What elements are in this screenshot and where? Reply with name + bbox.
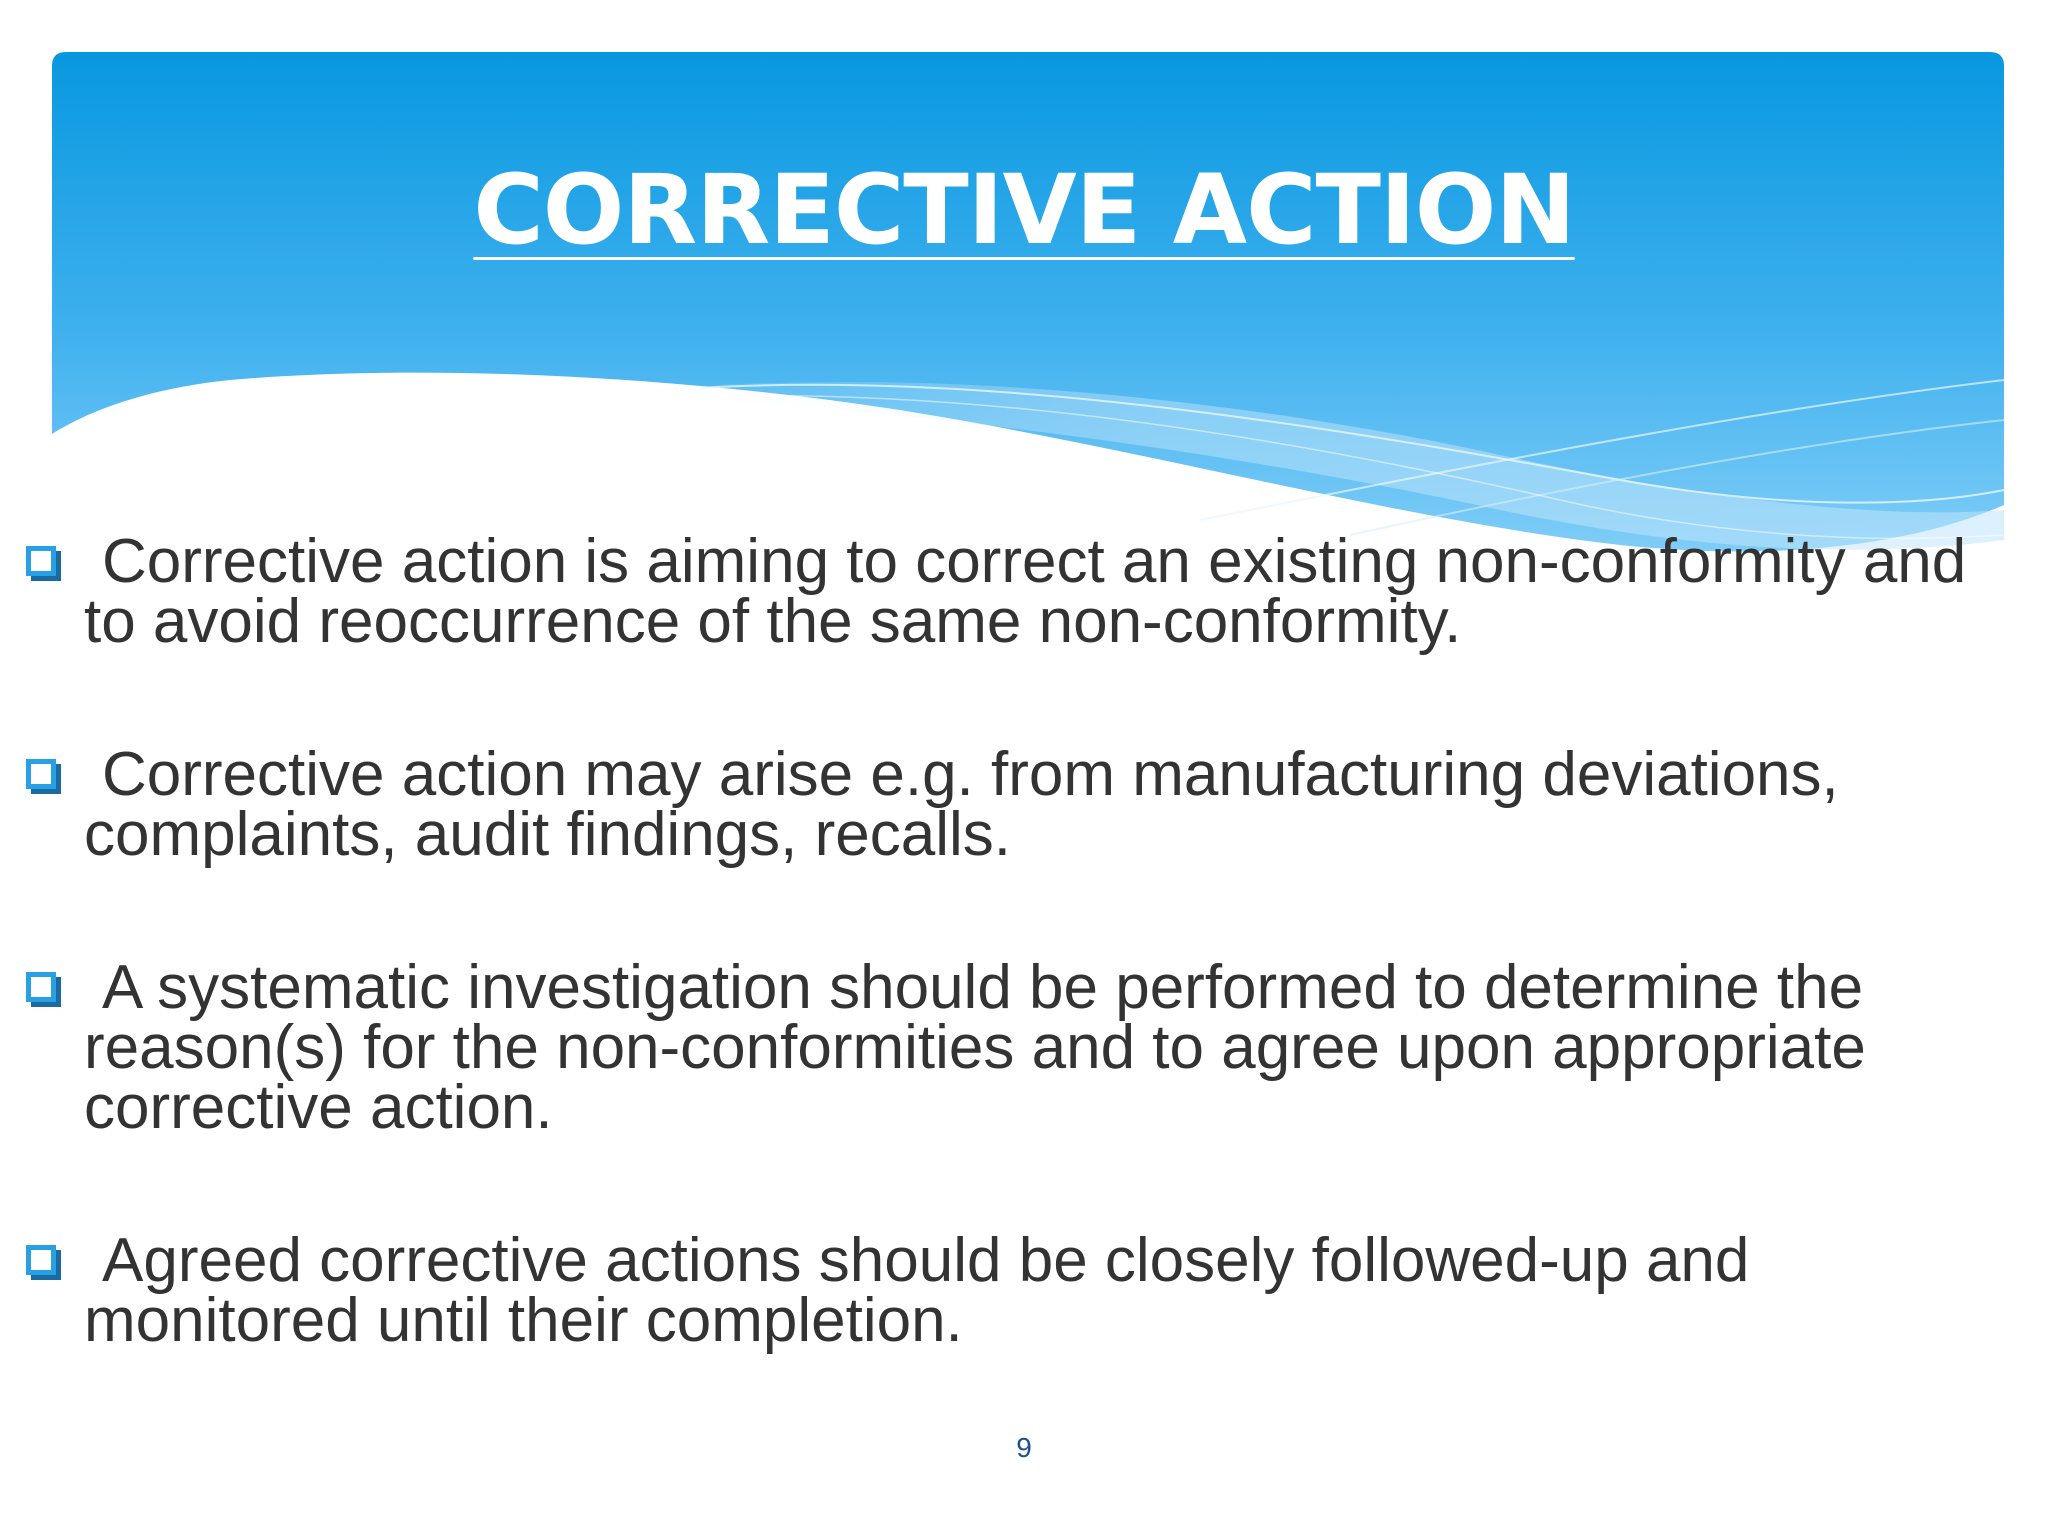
bullet-list (22, 527, 2012, 1444)
page-title-text: CORRECTIVE ACTION (473, 154, 1575, 266)
header-wave-graphic (0, 0, 2048, 600)
square-bullet-icon (26, 546, 56, 576)
bullet-text: Agreed corrective actions should be closely followed-up and monitored until their completion. (84, 1226, 1750, 1355)
list-item (22, 1226, 2012, 1355)
list-item (22, 953, 2012, 1142)
list-item (22, 740, 2012, 869)
page-number: 9 (1016, 1432, 1032, 1463)
bullet-text: Corrective action may arise e.g. from manufacturing deviations, complaints, audit findings, recalls. (84, 740, 1839, 869)
page-title (0, 154, 2048, 266)
square-bullet-icon (26, 759, 56, 789)
square-bullet-icon (26, 1245, 56, 1275)
bullet-text: Corrective action is aiming to correct an existing non-conformity and to avoid reoccurrence of the same non-conformity. (84, 527, 1967, 656)
square-bullet-icon (26, 972, 56, 1002)
list-item (22, 527, 2012, 656)
bullet-text: A systematic investigation should be performed to determine the reason(s) for the non-conformities and to agree upon appropriate corrective action. (84, 953, 1866, 1142)
header-banner (0, 0, 2048, 600)
